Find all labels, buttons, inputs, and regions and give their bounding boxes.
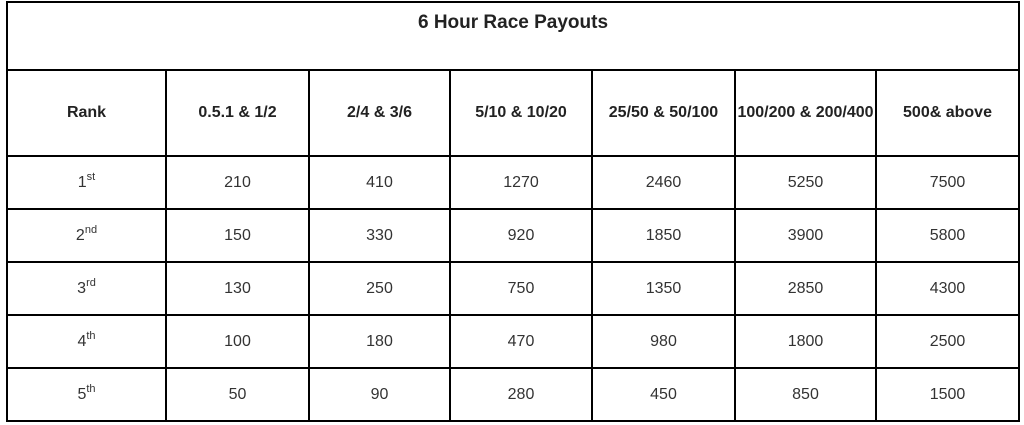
- payouts-table: [6, 1, 1020, 422]
- table-row: [7, 315, 1019, 368]
- payout-cell: 100: [166, 315, 309, 368]
- payout-cell: 180: [309, 315, 450, 368]
- rank-number: 4: [77, 332, 87, 350]
- payout-cell: 1850: [592, 209, 735, 262]
- table-row: [7, 209, 1019, 262]
- table-row: [7, 262, 1019, 315]
- payout-cell: 330: [309, 209, 450, 262]
- rank-cell: [7, 209, 166, 262]
- payout-cell: 5800: [876, 209, 1019, 262]
- table-row: [7, 156, 1019, 209]
- rank-suffix: rd: [86, 276, 96, 289]
- column-header-stakes: 5/10 & 10/20: [450, 70, 592, 156]
- rank-cell: [7, 156, 166, 209]
- payout-cell: 90: [309, 368, 450, 421]
- payout-cell: 7500: [876, 156, 1019, 209]
- rank-suffix: th: [86, 329, 96, 342]
- payout-cell: 280: [450, 368, 592, 421]
- payout-cell: 1270: [450, 156, 592, 209]
- payout-cell: 470: [450, 315, 592, 368]
- header-row: [7, 70, 1019, 156]
- column-header-stakes: 500& above: [876, 70, 1019, 156]
- column-header-stakes: 2/4 & 3/6: [309, 70, 450, 156]
- payout-cell: 850: [735, 368, 876, 421]
- title-row: [7, 2, 1019, 70]
- payout-cell: 2460: [592, 156, 735, 209]
- column-header-stakes: 100/200 & 200/400: [735, 70, 876, 156]
- payout-cell: 920: [450, 209, 592, 262]
- payout-cell: 210: [166, 156, 309, 209]
- payout-cell: 2850: [735, 262, 876, 315]
- payout-cell: 2500: [876, 315, 1019, 368]
- rank-cell: [7, 315, 166, 368]
- rank-suffix: th: [86, 382, 96, 395]
- column-header-stakes: 0.5.1 & 1/2: [166, 70, 309, 156]
- payout-cell: 130: [166, 262, 309, 315]
- rank-cell: [7, 262, 166, 315]
- table-row: [7, 368, 1019, 421]
- table-title: 6 Hour Race Payouts: [7, 2, 1019, 70]
- payout-cell: 150: [166, 209, 309, 262]
- rank-suffix: st: [86, 170, 96, 183]
- payout-cell: 50: [166, 368, 309, 421]
- payout-cell: 3900: [735, 209, 876, 262]
- payout-cell: 410: [309, 156, 450, 209]
- payout-cell: 1500: [876, 368, 1019, 421]
- payout-cell: 4300: [876, 262, 1019, 315]
- column-header-rank: Rank: [7, 70, 166, 156]
- rank-number: 2: [75, 226, 85, 244]
- rank-cell: [7, 368, 166, 421]
- rank-number: 1: [77, 173, 87, 191]
- payout-cell: 250: [309, 262, 450, 315]
- payout-cell: 1350: [592, 262, 735, 315]
- payout-cell: 1800: [735, 315, 876, 368]
- payout-cell: 450: [592, 368, 735, 421]
- rank-number: 5: [77, 385, 87, 403]
- payout-cell: 980: [592, 315, 735, 368]
- column-header-stakes: 25/50 & 50/100: [592, 70, 735, 156]
- payout-cell: 5250: [735, 156, 876, 209]
- rank-suffix: nd: [84, 223, 98, 236]
- payout-cell: 750: [450, 262, 592, 315]
- rank-number: 3: [77, 279, 87, 297]
